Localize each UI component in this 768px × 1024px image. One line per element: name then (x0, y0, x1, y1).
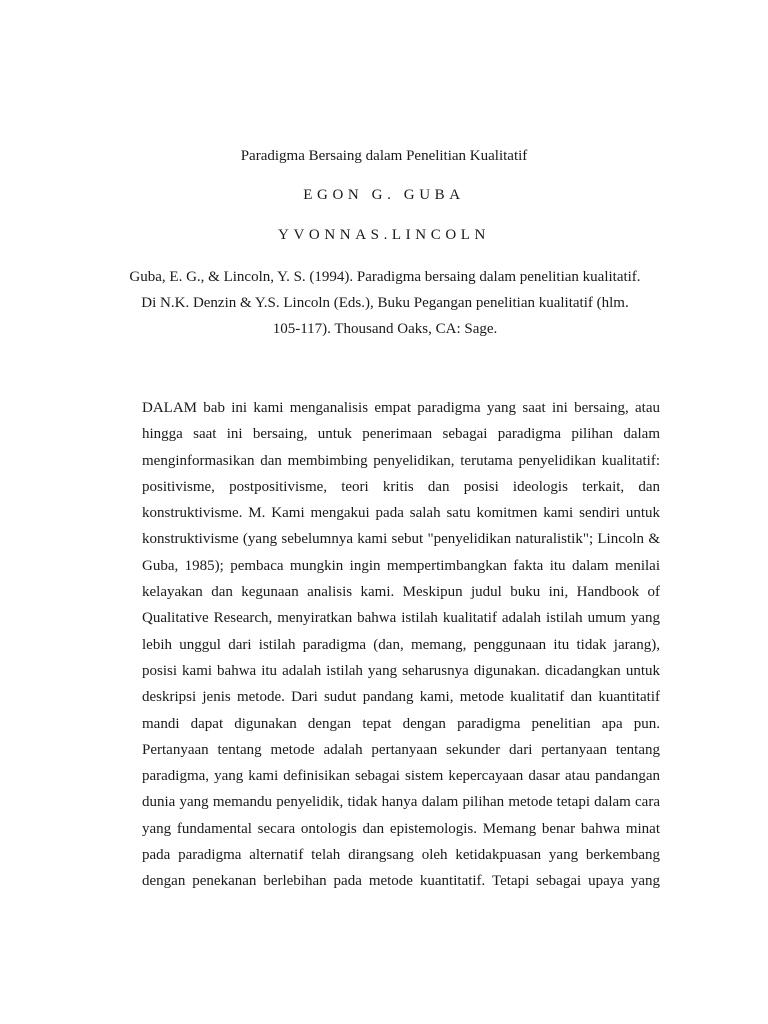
body-line: hingga saat ini bersaing, untuk penerimaan sebagai paradigma pilihan dalam (142, 426, 660, 443)
body-line: paradigma, yang kami definisikan sebagai sistem kepercayaan dasar atau pandangan (142, 768, 660, 785)
document-title: Paradigma Bersaing dalam Penelitian Kualitatif (240, 148, 528, 164)
body-paragraph (142, 395, 660, 895)
author-name-lincoln: YVONNAS.LINCOLN (278, 227, 490, 243)
citation-block (120, 264, 650, 342)
body-line: pada paradigma alternatif telah dirangsang oleh ketidakpuasan yang berkembang (142, 847, 660, 864)
body-line: yang fundamental secara ontologis dan epistemologis. Memang benar bahwa minat (142, 820, 660, 837)
body-line: konstruktivisme (yang sebelumnya kami sebut "penyelidikan naturalistik"; Lincoln & (142, 531, 660, 548)
body-line: mandi dapat digunakan dengan tepat dengan paradigma penelitian apa pun. (142, 715, 660, 732)
body-line: posisi kami bahwa itu adalah istilah yang seharusnya digunakan. dicadangkan untuk (142, 662, 660, 679)
author-name-guba: EGON G. GUBA (303, 187, 465, 203)
citation-line: Di N.K. Denzin & Y.S. Lincoln (Eds.), Buku Pegangan penelitian kualitatif (hlm. (141, 295, 629, 311)
body-line: Pertanyaan tentang metode adalah pertanyaan sekunder dari pertanyaan tentang (142, 741, 660, 758)
body-line: lebih unggul dari istilah paradigma (dan, memang, penggunaan itu tidak jarang), (142, 636, 660, 653)
body-line: deskripsi jenis metode. Dari sudut pandang kami, metode kualitatif dan kuantitatif (142, 689, 660, 706)
body-line: dengan penekanan berlebihan pada metode kuantitatif. Tetapi sebagai upaya yang (142, 873, 660, 890)
body-line: menginformasikan dan membimbing penyelidikan, terutama penyelidikan kualitatif: (142, 452, 660, 469)
body-line: Qualitative Research, menyiratkan bahwa istilah kualitatif adalah istilah umum yang (142, 610, 660, 627)
citation-line: 105-117). Thousand Oaks, CA: Sage. (272, 321, 498, 337)
body-line: konstruktivisme. M. Kami mengakui pada salah satu komitmen kami sendiri untuk (142, 505, 660, 522)
body-line: Guba, 1985); pembaca mungkin ingin mempertimbangkan fakta itu dalam menilai (142, 557, 660, 574)
body-line: dunia yang memandu penyelidik, tidak hanya dalam pilihan metode tetapi dalam cara (142, 794, 660, 811)
body-line: kelayakan dan kegunaan analisis kami. Meskipun judul buku ini, Handbook of (142, 584, 660, 601)
body-line: positivisme, postpositivisme, teori kritis dan posisi ideologis terkait, dan (142, 478, 660, 495)
body-line: DALAM bab ini kami menganalisis empat paradigma yang saat ini bersaing, atau (142, 400, 660, 416)
citation-line: Guba, E. G., & Lincoln, Y. S. (1994). Paradigma bersaing dalam penelitian kualitatif. (129, 269, 641, 285)
